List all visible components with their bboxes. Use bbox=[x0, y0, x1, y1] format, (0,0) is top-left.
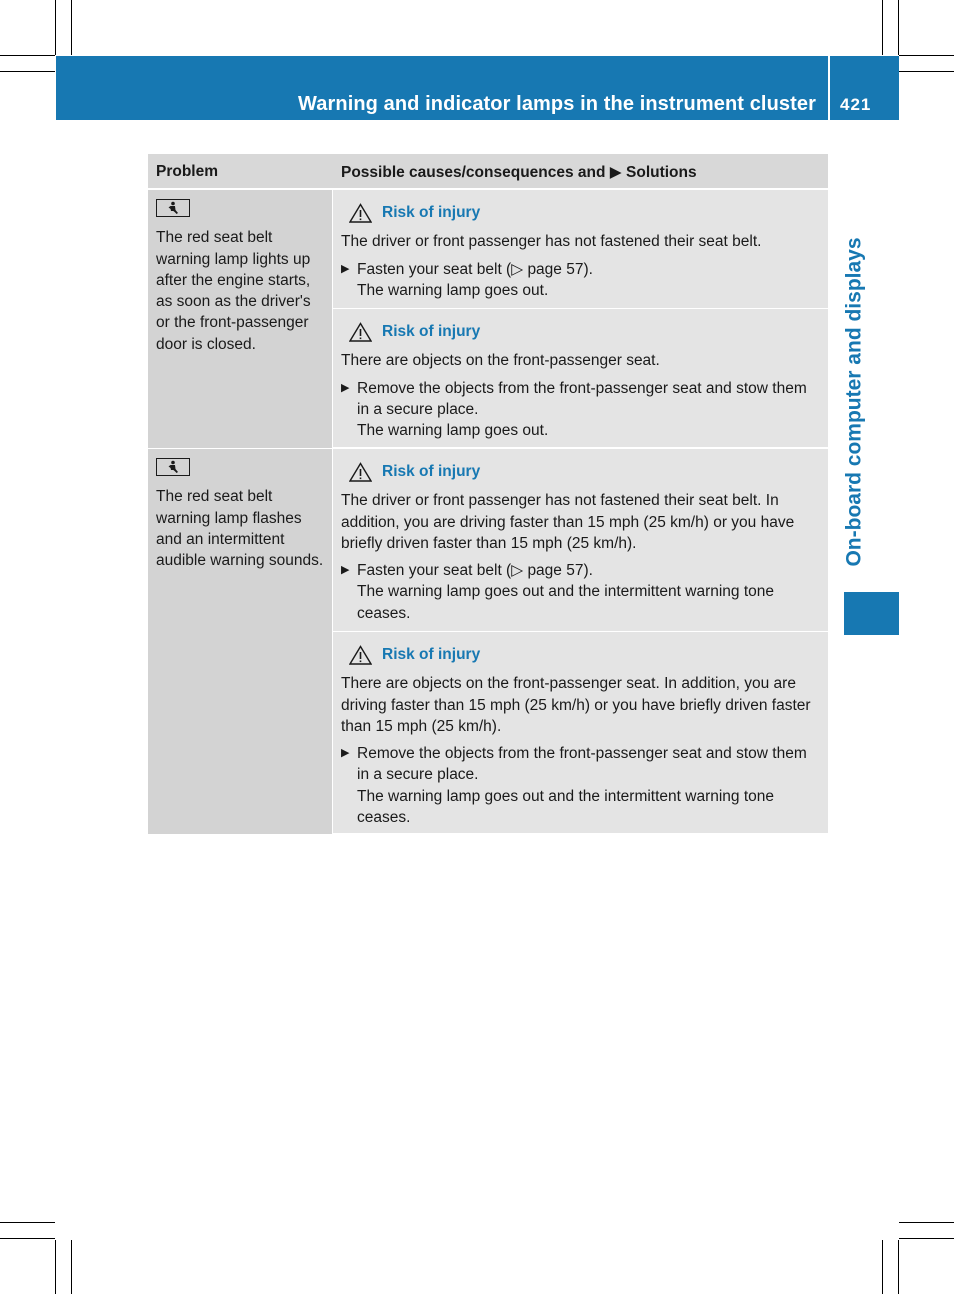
crop-mark bbox=[0, 55, 55, 56]
section-title: Warning and indicator lamps in the instrument cluster bbox=[298, 93, 816, 115]
warning-note bbox=[349, 321, 820, 342]
step-text: Fasten your seat belt (▷ page 57). bbox=[357, 562, 593, 580]
crop-mark bbox=[0, 1238, 55, 1239]
solution-block bbox=[333, 190, 828, 308]
step-text: Fasten your seat belt (▷ page 57). bbox=[357, 260, 593, 278]
cause-text: There are objects on the front-passenger seat. bbox=[341, 352, 660, 370]
result-text: The warning lamp goes out and the intermittent warning tone ceases. bbox=[357, 583, 775, 622]
solution-step bbox=[341, 743, 820, 828]
arrow-right-icon: ▶ bbox=[341, 381, 350, 394]
crop-mark bbox=[55, 1240, 56, 1294]
seat-belt-icon bbox=[156, 199, 190, 217]
crop-mark bbox=[71, 0, 72, 55]
seat-belt-icon bbox=[156, 458, 190, 476]
section-header bbox=[56, 56, 828, 120]
solution-block bbox=[333, 449, 828, 631]
warning-label: Risk of injury bbox=[382, 323, 481, 340]
warning-label: Risk of injury bbox=[382, 646, 481, 663]
crop-mark bbox=[882, 1240, 883, 1294]
cause-text: The driver or front passenger has not fastened their seat belt. bbox=[341, 233, 762, 251]
crop-mark bbox=[71, 1240, 72, 1294]
arrow-right-icon: ▶ bbox=[341, 262, 350, 275]
cause-text: There are objects on the front-passenger seat. In addition, you are driving faster than 15 mph (25 km/h) or you have briefly driven faster than 15 mph (25 km/h). bbox=[341, 675, 811, 735]
crop-mark bbox=[899, 1222, 954, 1223]
warning-label: Risk of injury bbox=[382, 463, 481, 480]
result-text: The warning lamp goes out. bbox=[357, 422, 549, 440]
warning-triangle-icon bbox=[349, 462, 372, 482]
warning-triangle-icon bbox=[349, 322, 372, 342]
crop-mark bbox=[0, 71, 55, 72]
problem-text: The red seat belt warning lamp flashes and an intermittent audible warning sounds. bbox=[156, 488, 324, 570]
crop-mark bbox=[899, 55, 954, 56]
crop-mark bbox=[55, 0, 56, 55]
result-text: The warning lamp goes out. bbox=[357, 281, 549, 299]
problem-cell bbox=[148, 449, 333, 834]
chapter-title: On-board computer and displays bbox=[843, 237, 866, 567]
solutions-cell bbox=[333, 449, 828, 834]
chapter-side-label bbox=[840, 224, 870, 580]
solution-step bbox=[341, 378, 820, 442]
warning-note bbox=[349, 644, 820, 665]
step-text: Remove the objects from the front-passenger seat and stow them in a secure place. bbox=[357, 745, 807, 784]
solution-block bbox=[333, 631, 828, 833]
crop-mark bbox=[898, 0, 899, 55]
problem-text: The red seat belt warning lamp lights up after the engine starts, as soon as the driver's or the front-passenger door is closed. bbox=[156, 229, 311, 353]
solution-step bbox=[341, 259, 820, 302]
chapter-tab-marker bbox=[844, 592, 899, 635]
page-number: 421 bbox=[840, 95, 872, 114]
warning-triangle-icon bbox=[349, 645, 372, 665]
table-row bbox=[148, 189, 828, 448]
result-text: The warning lamp goes out and the intermittent warning tone ceases. bbox=[357, 787, 775, 827]
solution-step bbox=[341, 560, 820, 624]
table-row bbox=[148, 448, 828, 834]
page-number-box bbox=[830, 56, 899, 120]
crop-mark bbox=[899, 71, 954, 72]
solution-block bbox=[333, 308, 828, 447]
warning-lamp-table bbox=[148, 154, 828, 834]
solutions-cell bbox=[333, 190, 828, 448]
table-header bbox=[148, 154, 828, 189]
warning-label: Risk of injury bbox=[382, 204, 481, 221]
crop-mark bbox=[899, 1238, 954, 1239]
problem-cell bbox=[148, 190, 333, 448]
crop-mark bbox=[882, 0, 883, 55]
arrow-right-icon: ▶ bbox=[341, 564, 350, 577]
warning-note bbox=[349, 461, 820, 482]
cause-text: The driver or front passenger has not fastened their seat belt. In addition, you are driving faster than 15 mph (25 km/h) or you have briefly driven faster than 15 mph (25 km/h). bbox=[341, 492, 795, 552]
column-header-solutions: Possible causes/consequences and ▶ Solutions bbox=[341, 164, 697, 181]
crop-mark bbox=[898, 1240, 899, 1294]
step-text: Remove the objects from the front-passenger seat and stow them in a secure place. bbox=[357, 379, 807, 418]
column-header-problem: Problem bbox=[156, 163, 219, 180]
warning-note bbox=[349, 202, 820, 223]
arrow-right-icon: ▶ bbox=[341, 747, 350, 760]
warning-triangle-icon bbox=[349, 203, 372, 223]
crop-mark bbox=[0, 1222, 55, 1223]
